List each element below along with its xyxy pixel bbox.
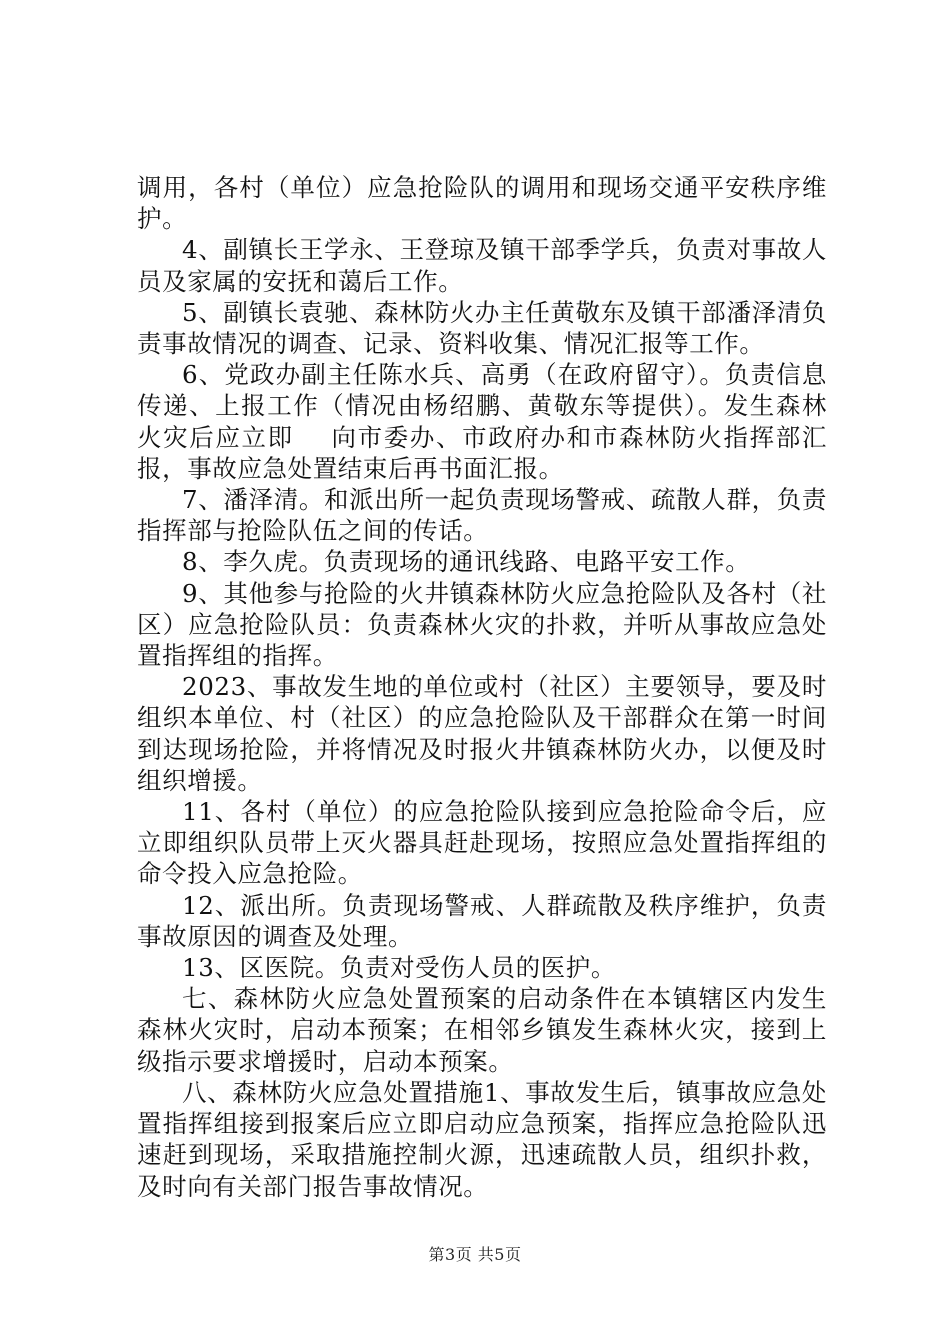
paragraph-9: 11、各村（单位）的应急抢险队接到应急抢险命令后，应立即组织队员带上灭火器具赶赴现场，按照应急处置指挥组的命令投入应急抢险。 bbox=[137, 797, 827, 889]
paragraph-8: 2023、事故发生地的单位或村（社区）主要领导，要及时组织本单位、村（社区）的应急抢险队及干部群众在第一时间到达现场抢险，并将情况及时报火井镇森林防火办，以便及时组织增援。 bbox=[137, 672, 827, 795]
paragraph-5: 7、潘泽清。和派出所一起负责现场警戒、疏散人群，负责指挥部与抢险队伍之间的传话。 bbox=[137, 485, 827, 546]
paragraph-7: 9、其他参与抢险的火井镇森林防火应急抢险队及各村（社区）应急抢险队员：负责森林火灾的扑救，并听从事故应急处置指挥组的指挥。 bbox=[137, 578, 827, 671]
paragraph-10: 12、派出所。负责现场警戒、人群疏散及秩序维护，负责事故原因的调查及处理。 bbox=[137, 890, 827, 951]
page-number: 第3页 共5页 bbox=[428, 1245, 522, 1264]
paragraph-11: 13、区医院。负责对受伤人员的医护。 bbox=[182, 953, 616, 983]
paragraph-12: 七、森林防火应急处置预案的启动条件在本镇辖区内发生森林火灾时，启动本预案；在相邻乡镇发生森林火灾，接到上级指示要求增援时，启动本预案。 bbox=[137, 984, 827, 1076]
page-footer bbox=[0, 1245, 950, 1265]
paragraph-4: 6、党政办副主任陈水兵、高勇（在政府留守）。负责信息传递、上报工作（情况由杨绍鹏、黄敬东等提供）。发生森林火灾后应立即 向市委办、市政府办和市森林防火指挥部汇报，事故应急处置结束后再书面汇报。 bbox=[137, 360, 827, 483]
paragraph-3: 5、副镇长袁驰、森林防火办主任黄敬东及镇干部潘泽清负责事故情况的调查、记录、资料收集、情况汇报等工作。 bbox=[137, 297, 827, 359]
paragraph-6: 8、李久虎。负责现场的通讯线路、电路平安工作。 bbox=[182, 547, 751, 577]
paragraph-13: 八、森林防火应急处置措施1、事故发生后，镇事故应急处置指挥组接到报案后应立即启动应急预案，指挥应急抢险队迅速赶到现场，采取措施控制火源，迅速疏散人员，组织扑救，及时向有关部门报告事故情况。 bbox=[137, 1077, 827, 1201]
paragraph-2: 4、副镇长王学永、王登琼及镇干部季学兵，负责对事故人员及家属的安抚和蔼后工作。 bbox=[137, 235, 827, 296]
document-body bbox=[137, 172, 827, 1202]
paragraph-1: 调用，各村（单位）应急抢险队的调用和现场交通平安秩序维护。 bbox=[137, 173, 827, 234]
